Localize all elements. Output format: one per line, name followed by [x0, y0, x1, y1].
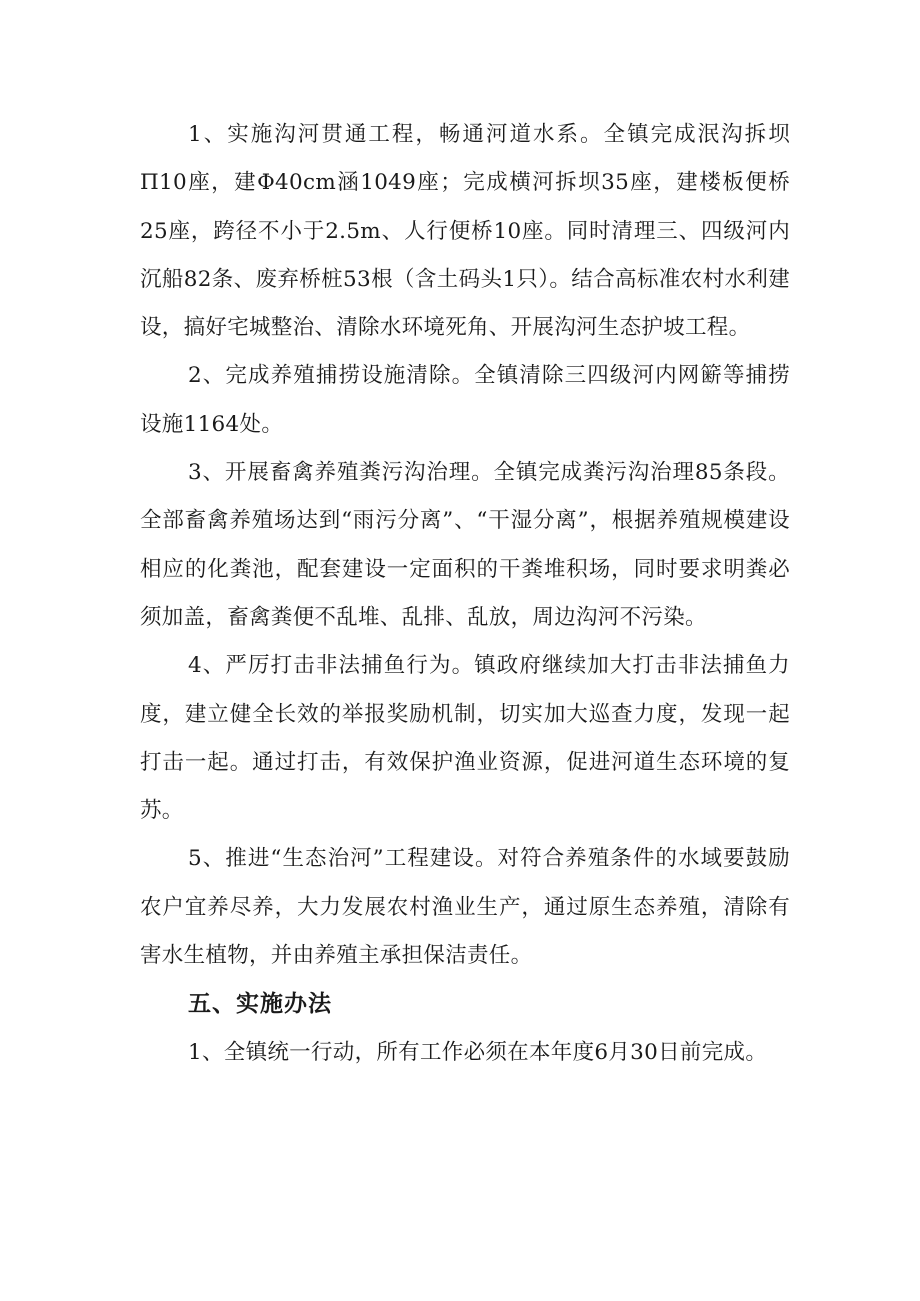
paragraph-5: 5、推进“生态治河”工程建设。对符合养殖条件的水域要鼓励农户宜养尽养，大力发展农村渔业生产，通过原生态养殖，清除有害水生植物，并由养殖主承担保洁责任。 [140, 846, 790, 969]
paragraph-1: 1、实施沟河贯通工程，畅通河道水系。全镇完成泯沟拆坝Π10座，建Φ40cm涵1049座；完成横河拆坝35座，建楼板便桥25座，跨径不小于2.5m、人行便桥10座。同时清理三、四级河内沉船82条、废弃桥桩53根（含土码头1只）。结合高标准农村水利建设，搞好宅城整治、清除水环境死角、开展沟河生态护坡工程。 [140, 122, 790, 341]
paragraph-2: 2、完成养殖捕捞设施清除。全镇清除三四级河内网簖等捕捞设施1164处。 [140, 363, 790, 437]
paragraph-3: 3、开展畜禽养殖粪污沟治理。全镇完成粪污沟治理85条段。全部畜禽养殖场达到“雨污分离”、“干湿分离”，根据养殖规模建设相应的化粪池，配套建设一定面积的干粪堆积场，同时要求明粪必须加盖，畜禽粪便不乱堆、乱排、乱放，周边沟河不污染。 [140, 460, 790, 630]
section-heading: 五、实施办法 [188, 991, 332, 1018]
paragraph-4: 4、严厉打击非法捕鱼行为。镇政府继续加大打击非法捕鱼力度，建立健全长效的举报奖励机制，切实加大巡查力度，发现一起打击一起。通过打击，有效保护渔业资源，促进河道生态环境的复苏。 [140, 653, 790, 824]
document-page [140, 111, 790, 1077]
paragraph-6: 1、全镇统一行动，所有工作必须在本年度6月30日前完成。 [188, 1039, 768, 1065]
